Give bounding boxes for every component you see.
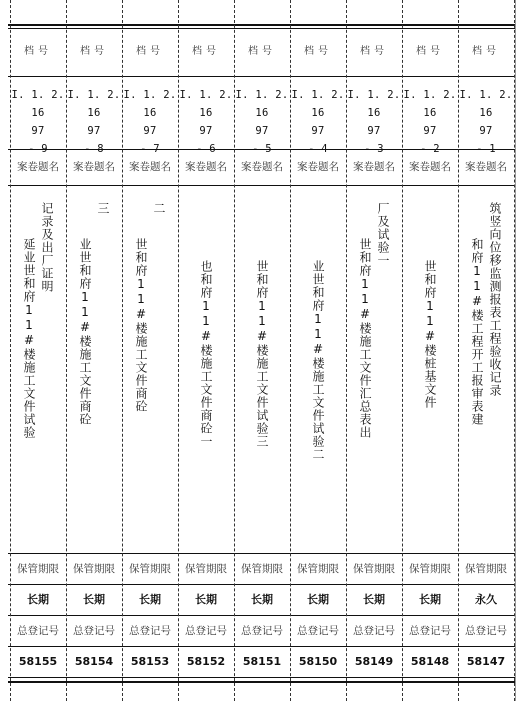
table-rule — [8, 677, 516, 678]
title-label: 案卷题名 — [409, 161, 451, 173]
registration-number: 58154 — [74, 655, 114, 668]
retention-label: 保管期限 — [241, 563, 283, 575]
archive-code: I. 1. 2. 16 97 - 8 — [67, 89, 121, 155]
dang-hao-label: 档号 — [472, 46, 500, 57]
table-rule — [8, 615, 516, 616]
case-title-line: 三 — [96, 202, 110, 215]
retention-value: 长期 — [83, 593, 105, 606]
registration-label: 总登记号 — [409, 625, 451, 637]
table-rule — [8, 76, 516, 77]
case-title-line: 业世和府11#楼施工文件商砼 — [78, 238, 92, 426]
dang-hao-label: 档号 — [248, 46, 276, 57]
case-title-line: 厂及试验一 — [376, 202, 390, 267]
case-title-line: 记录及出厂证明 — [40, 202, 54, 293]
table-rule — [8, 24, 516, 26]
retention-label: 保管期限 — [73, 563, 115, 575]
case-title-line: 世和府11#楼施工文件汇总表出 — [358, 238, 372, 439]
retention-value: 长期 — [251, 593, 273, 606]
registration-label: 总登记号 — [297, 625, 339, 637]
table-rule — [8, 584, 516, 585]
case-title-line: 世和府11#楼施工文件商砼 — [134, 238, 148, 413]
title-label: 案卷题名 — [465, 161, 507, 173]
title-label: 案卷题名 — [297, 161, 339, 173]
retention-label: 保管期限 — [465, 563, 507, 575]
title-label: 案卷题名 — [129, 161, 171, 173]
retention-value: 长期 — [363, 593, 385, 606]
retention-value: 长期 — [139, 593, 161, 606]
registration-number: 58148 — [410, 655, 450, 668]
title-label: 案卷题名 — [73, 161, 115, 173]
case-title — [458, 202, 514, 552]
table-rule — [8, 553, 516, 554]
registration-label: 总登记号 — [241, 625, 283, 637]
case-title-line: 世和府11#楼施工文件试验三 — [255, 260, 269, 448]
table-rule — [8, 646, 516, 647]
title-label: 案卷题名 — [241, 161, 283, 173]
retention-value: 长期 — [307, 593, 329, 606]
case-title-line: 和府11#楼工程开工报审表建 — [470, 238, 484, 426]
case-title — [122, 202, 178, 552]
registration-label: 总登记号 — [129, 625, 171, 637]
table-rule — [8, 681, 516, 683]
case-title — [178, 202, 234, 552]
case-title-line: 二 — [152, 202, 166, 215]
archive-code: I. 1. 2. 16 97 - 4 — [291, 89, 345, 155]
registration-number: 58153 — [130, 655, 170, 668]
case-title — [234, 202, 290, 552]
archive-code: I. 1. 2. 16 97 - 5 — [235, 89, 289, 155]
archive-code: I. 1. 2. 16 97 - 7 — [123, 89, 177, 155]
registration-number: 58151 — [242, 655, 282, 668]
retention-label: 保管期限 — [185, 563, 227, 575]
archive-code: I. 1. 2. 16 97 - 3 — [347, 89, 401, 155]
archive-code: I. 1. 2. 16 97 - 6 — [179, 89, 233, 155]
dang-hao-label: 档号 — [80, 46, 108, 57]
registration-number: 58150 — [298, 655, 338, 668]
title-label: 案卷题名 — [353, 161, 395, 173]
registration-label: 总登记号 — [17, 625, 59, 637]
dang-hao-label: 档号 — [24, 46, 52, 57]
registration-label: 总登记号 — [465, 625, 507, 637]
retention-value: 长期 — [27, 593, 49, 606]
registration-number: 58149 — [354, 655, 394, 668]
registration-number: 58155 — [18, 655, 58, 668]
case-title — [290, 202, 346, 552]
table-rule — [8, 28, 516, 29]
archive-code: I. 1. 2. 16 97 - 2 — [403, 89, 457, 155]
archive-code: I. 1. 2. 16 97 - 1 — [459, 89, 513, 155]
retention-value: 长期 — [195, 593, 217, 606]
case-title — [346, 202, 402, 552]
registration-number: 58152 — [186, 655, 226, 668]
registration-label: 总登记号 — [73, 625, 115, 637]
dang-hao-label: 档号 — [192, 46, 220, 57]
dang-hao-label: 档号 — [360, 46, 388, 57]
registration-label: 总登记号 — [353, 625, 395, 637]
case-title — [402, 202, 458, 552]
title-label: 案卷题名 — [17, 161, 59, 173]
case-title — [66, 202, 122, 552]
retention-label: 保管期限 — [353, 563, 395, 575]
retention-label: 保管期限 — [129, 563, 171, 575]
retention-value: 长期 — [419, 593, 441, 606]
case-title-line: 世和府11#楼桩基文件 — [423, 260, 437, 409]
retention-value: 永久 — [475, 593, 497, 606]
case-title-line: 也和府11#楼施工文件商砼一 — [199, 260, 213, 448]
archive-code: I. 1. 2. 16 97 - 9 — [11, 89, 65, 155]
registration-label: 总登记号 — [185, 625, 227, 637]
dang-hao-label: 档号 — [304, 46, 332, 57]
case-title-line: 延业世和府11#楼施工文件试验 — [22, 238, 36, 439]
page-right-edge — [515, 0, 522, 701]
title-label: 案卷题名 — [185, 161, 227, 173]
case-title-line: 业世和府11#楼施工文件试验二 — [311, 260, 325, 461]
retention-label: 保管期限 — [17, 563, 59, 575]
table-rule — [8, 185, 516, 186]
case-title-line: 筑竖向位移监测报表工程验收记录 — [488, 202, 502, 397]
registration-number: 58147 — [466, 655, 506, 668]
retention-label: 保管期限 — [409, 563, 451, 575]
retention-label: 保管期限 — [297, 563, 339, 575]
case-title — [10, 202, 66, 552]
dang-hao-label: 档号 — [416, 46, 444, 57]
dang-hao-label: 档号 — [136, 46, 164, 57]
